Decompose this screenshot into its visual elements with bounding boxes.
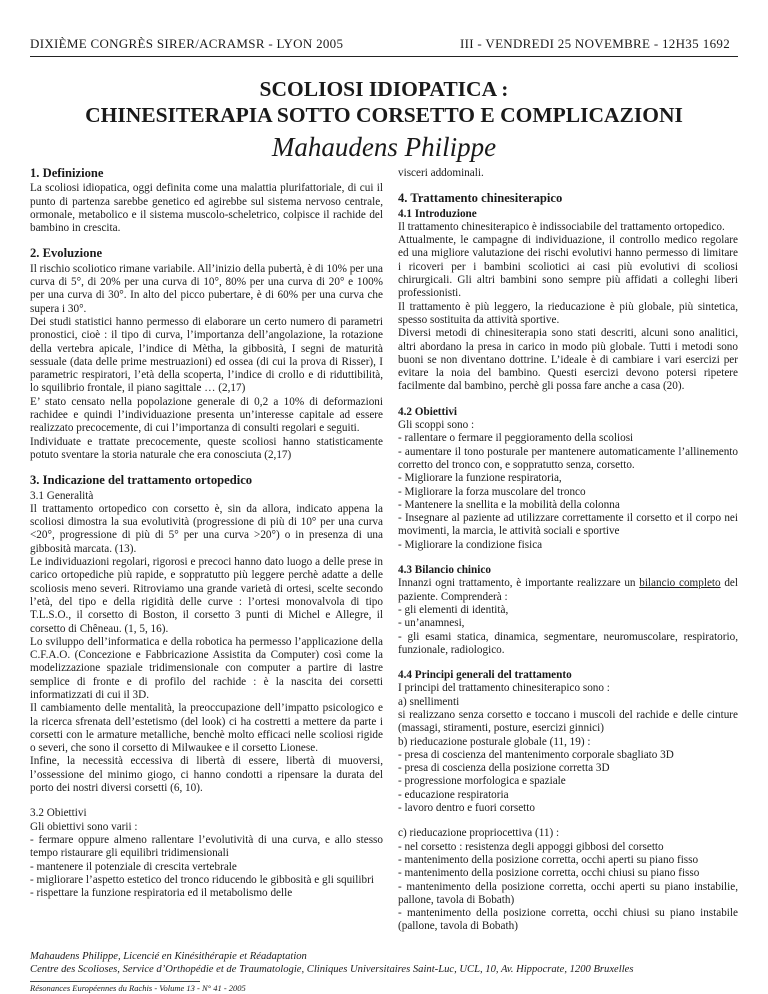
objective-line: - mantenere il potenziale di crescita vertebrale (30, 860, 237, 873)
section-4-3-heading: 4.3 Bilancio chinico (398, 564, 491, 577)
section-3-1-heading: 3.1 Generalità (30, 489, 94, 502)
left-column (30, 167, 383, 900)
continued-text: visceri addominali. (398, 167, 484, 179)
author-affiliation (30, 951, 750, 976)
section-4-1-heading: 4.1 Introduzione (398, 207, 477, 220)
bilancio-underlined: bilancio completo (639, 577, 721, 590)
assessment-line: - un’anamnesi, (398, 617, 465, 630)
section-4-1-para-3: Il trattamento è più leggero, la rieducazione è più globale, più sintetica, spesso sostituita da attività sportive. (398, 300, 738, 326)
section-2-para-2: Dei studi statistici hanno permesso di elaborare un certo numero di parametri pronostici, cioè : il tipo di curva, l’importanza dell’angolazione, la rotazione della vertebra apicale, l’indice di Mètha, la gibbosità, I segni de maturità sessuale (data delle prime mestruazioni) ed ossea (di cui la prova di Risser), I parametric respiratori, l’età della scoperta, l’indice di crollo e di riduttibilità, lo squilibrio frontale, il piano sagittale … (2,17) (30, 315, 383, 395)
section-4-2-heading: 4.2 Obiettivi (398, 405, 458, 418)
affiliation-line-1: Mahaudens Philippe, Licencié en Kinésithérapie et Réadaptation (30, 951, 307, 962)
goal-line: - rallentare o fermare il peggioramento della scoliosi (398, 432, 634, 445)
header-conference: DIXIÈME CONGRÈS SIRER/ACRAMSR - LYON 2005 (30, 36, 344, 51)
goal-line: - Migliorare la forza muscolare del tronco (398, 485, 586, 498)
principle-line: I principi del trattamento chinesiterapico sono : (398, 682, 610, 695)
article-title (0, 76, 768, 128)
principle-line: b) rieducazione posturale globale (11, 19) : (398, 735, 591, 748)
section-2-para-3: E’ stato censato nella popolazione generale di 0,2 a 10% di deformazioni rachidee e quindi l’individuazione presenta un’interesse capitale ad essere realizzato precocemente, di cui l’importanza di consulti regolari e seguiti. (30, 395, 383, 435)
objective-line: - rispettare la funzione respiratoria ed il metabolismo delle (30, 887, 293, 900)
section-4-1-para-1: Il trattamento chinesiterapico è indissociabile del trattamento ortopedico. (398, 220, 725, 233)
principle-line: - presa di coscienza del mantenimento corporale sbagliato 3D (398, 748, 674, 761)
section-3-para-1: Il trattamento ortopedico con corsetto è, sin da allora, indicato appena la scoliosi dimostra la sua evolutività (progressione di più di 10° per una curva <20°, progressione di più di 5° per una curva >20°) o in presenza di una gibbosità marcata. (13). (30, 502, 383, 555)
assessment-line: - gli elementi di identità, (398, 603, 509, 616)
section-3-2-heading: 3.2 Obiettivi (30, 807, 87, 820)
section-2-para-1: Il rischio scoliotico rimane variabile. All’inizio della pubertà, è di 10% per una curva di 5°, di 20% per una curva di 10°, 80% per una curva di 20° e 100% per una curva di 30°. In alto del picco pubertare, è di 60% per una curva che supera i 30°. (30, 262, 383, 315)
goal-line: Gli scoppi sono : (398, 419, 475, 432)
section-3-para-4: Il cambiamento delle mentalità, la preoccupazione dell’impatto psicologico e la ricerca sfrenata dell’estetismo (del look) ci ha costretti a mettere da parte i corsetti con le armature metalliche, benchè molto efficaci nelle scoliosi rigide o severi, che sono il corsetto di Milwaukee e il corsetto Lionese. (30, 702, 383, 755)
section-3-para-5: Infine, la necessità eccessiva di libertà di essere, libertà di muoversi, l’ossessione del minimo giogo, ci hanno condotti a ripensare la durata del porto dei nostri diversi corsetti (6, 10). (30, 755, 383, 795)
assessment-line: - gli esami statica, dinamica, segmentare, neuromuscolare, respiratorio, funzionale, radiologico. (398, 630, 738, 656)
principle-line: - progressione morfologica e spaziale (398, 775, 566, 788)
header-session: III - VENDREDI 25 NOVEMBRE - 12H35 (460, 36, 699, 51)
journal-footer: Résonances Européennes du Rachis - Volume 13 - N° 41 - 2005 (30, 983, 246, 993)
principle-line: - lavoro dentro e fuori corsetto (398, 802, 535, 815)
proprioceptive-line: c) rieducazione propriocettiva (11) : (398, 827, 560, 840)
goal-line: - aumentare il tono posturale per mantenere automaticamente l’allinemento corretto del tronco con, e soppratutto senza, corsetto. (398, 445, 738, 471)
running-header (30, 34, 738, 54)
proprioceptive-line: - nel corsetto : resistenza degli appoggi gibbosi del corsetto (398, 840, 664, 853)
principle-line: - educazione respiratoria (398, 788, 509, 801)
goal-line: - Mantenere la snellita e la mobilità della colonna (398, 498, 620, 511)
proprioceptive-line: - mantenimento della posizione corretta, occhi aperti su piano fisso (398, 853, 699, 866)
section-1-text: La scoliosi idiopatica, oggi definita come una malattia plurifattoriale, di cui il punto di partenza sarebbe genetico ed agirebbe sul sistema nervoso centrale, ormonale, metabolico e il sistema muscolo-scheletrico, colpisce il rachide del bambino in crescita. (30, 182, 383, 235)
title-line-2: CHINESITERAPIA SOTTO CORSETTO E COMPLICAZIONI (85, 103, 683, 127)
section-2-heading: 2. Evoluzione (30, 246, 103, 261)
section-3-para-3: Lo sviluppo dell’informatica e della robotica ha permesso l’applicazione della C.F.A.O. (Concezione e Fabbricazione Assistita da Computer) così come la modelizzazione spaziale tridimensionale con computer a partire di lastre semplice di fronte e di profilo del rachide : è la nascita dei corsetti informatizzati di cui il 3D. (30, 635, 383, 701)
principle-line: - presa di coscienza della posizione corretta 3D (398, 762, 610, 775)
proprioceptive-line: - mantenimento della posizione corretta, occhi chiusi su piano instabile (pallone, tavola di Bobath) (398, 907, 738, 933)
objective-line: - migliorare l’aspetto estetico del tronco riducendo le gibbosità e gli squilibri (30, 873, 374, 886)
page-number: 1692 (702, 36, 730, 51)
title-line-1: SCOLIOSI IDIOPATICA : (259, 77, 509, 101)
section-4-3-para (398, 577, 738, 604)
right-column (398, 167, 738, 934)
section-4-1-para-2: Attualmente, le campagne di individuazione, il controllo medico regolare ed una migliore valutazione dei rischi evolutivi hanno permesso di limitare i ricoveri per i bambini scoliotici ai casi più evolutivi di scoliosi chirurgicali. Gli altri bambini sono sempre più affidati a colleghi liberi professionisti. (398, 234, 738, 300)
goal-line: - Migliorare la funzione respiratoria, (398, 472, 562, 485)
principle-line: a) snellimenti (398, 695, 460, 708)
section-3-para-2: Le individuazioni regolari, rigorosi e precoci hanno dato luogo a delle prese in carico ortopediche più rapide, e soppratutto più leggere perchè adatte a delle scoliosis meno severi. Ritroviamo una grande varietà di ortesi, scelte secondo l’età, del tipo e della rigidità delle curve : l’ortesi monovalvola di tipo T.L.S.O., il corsetto di Boston, il corsetto 3 punti di Michel e Allegre, il corsetto di Chêneau. (1, 5, 16). (30, 556, 383, 635)
author-name: Mahaudens Philippe (271, 132, 497, 162)
section-4-heading: 4. Trattamento chinesiterapico (398, 191, 563, 206)
proprioceptive-line: - mantenimento della posizione corretta, occhi aperti su piano instabilie, pallone, tavola di Bobath) (398, 880, 738, 906)
objective-line: - fermare oppure almeno rallentare l’evolutività di una curva, e allo stesso tempo ristaurare gli equilibri tridimensionali (30, 833, 383, 860)
goal-line: - Insegnare al paziente ad utilizzare correttamente il corsetto et il corpo nei movimenti, la marcia, le attività sociali e sportive (398, 512, 738, 538)
section-1-heading: 1. Definizione (30, 166, 104, 180)
affiliation-line-2: Centre des Scolioses, Service d’Orthopédie et de Traumatologie, Cliniques Universitaires Saint-Luc, UCL, 10, Av. Hippocrate, 1200 Bruxelles (30, 963, 634, 975)
principle-line: si realizzano senza corsetto e toccano i muscoli del rachide e delle cinture (massagi, stiramenti, posture, esercizi ginnici) (398, 708, 738, 735)
section-4-1-para-4: Diversi metodi di chinesiterapia sono stati descriti, alcuni sono analitici, altri abordano la presa in carico in modo più globale. Tutti i metodi sono buoni se non diventano dottrine. L’ideale è di cambiare i vari esercizi per evitare la noia del bambino. Questi esercizi devono potersi ripetere facilmente dal bambino, perchè gli possa fare anche a casa (20). (398, 327, 738, 393)
bilancio-text-after: del paziente. Comprenderà : (398, 577, 739, 603)
footer-rule (30, 981, 200, 982)
proprioceptive-line: - mantenimento della posizione corretta, occhi chiusi su piano fisso (398, 867, 700, 880)
bilancio-text-before: Innanzi ogni trattamento, è importante realizzare un (398, 577, 640, 590)
section-3-heading: 3. Indicazione del trattamento ortopedico (30, 473, 253, 488)
section-4-4-heading: 4.4 Principi generali del trattamento (398, 669, 572, 682)
objective-line: Gli obiettivi sono varii : (30, 820, 138, 833)
goal-line: - Migliorare la condizione fisica (398, 538, 543, 551)
section-2-para-4: Individuate e trattate precocemente, queste scoliosi hanno statisticamente potuto sventare la storia naturale che era conosciuta (2,17) (30, 435, 383, 461)
header-rule (30, 56, 738, 57)
